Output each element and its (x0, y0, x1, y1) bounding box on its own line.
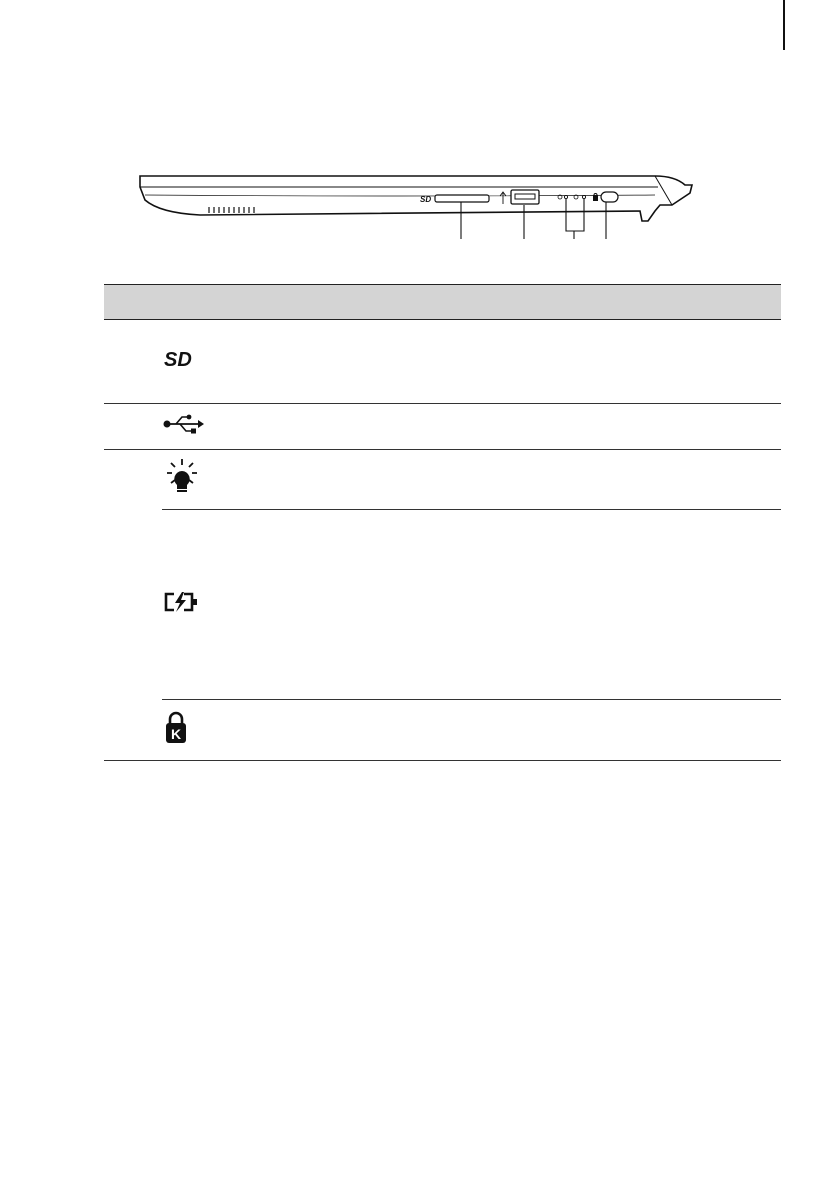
table-row (104, 320, 781, 404)
table-row (104, 450, 781, 510)
laptop-right-side-view (100, 165, 740, 275)
svg-text:SD: SD (420, 195, 432, 204)
header-cell-description (222, 285, 781, 320)
header-cell-number (104, 285, 162, 320)
sd-card-slot (435, 195, 489, 202)
power-indicator-icon (162, 450, 222, 510)
table-row (104, 404, 781, 450)
ports-table (104, 284, 781, 761)
row-number-cell (104, 404, 162, 450)
row-description (222, 700, 781, 761)
svg-text:SD: SD (164, 349, 192, 369)
battery-charging-icon (162, 510, 222, 700)
table-row (104, 510, 781, 700)
sd-card-icon (162, 320, 222, 404)
row-description (222, 320, 781, 404)
row-description (222, 510, 781, 700)
usb-icon (162, 404, 222, 450)
kensington-lock-icon (162, 700, 222, 761)
header-cell-icon (162, 285, 222, 320)
row-number-cell (104, 450, 162, 700)
table-row (104, 700, 781, 761)
row-description (222, 450, 781, 510)
page-edge-line (783, 0, 785, 50)
kensington-slot (601, 192, 618, 202)
row-description (222, 404, 781, 450)
svg-text:K: K (170, 725, 182, 742)
table-header (104, 285, 781, 320)
row-number-cell (104, 700, 162, 761)
row-number-cell (104, 320, 162, 404)
